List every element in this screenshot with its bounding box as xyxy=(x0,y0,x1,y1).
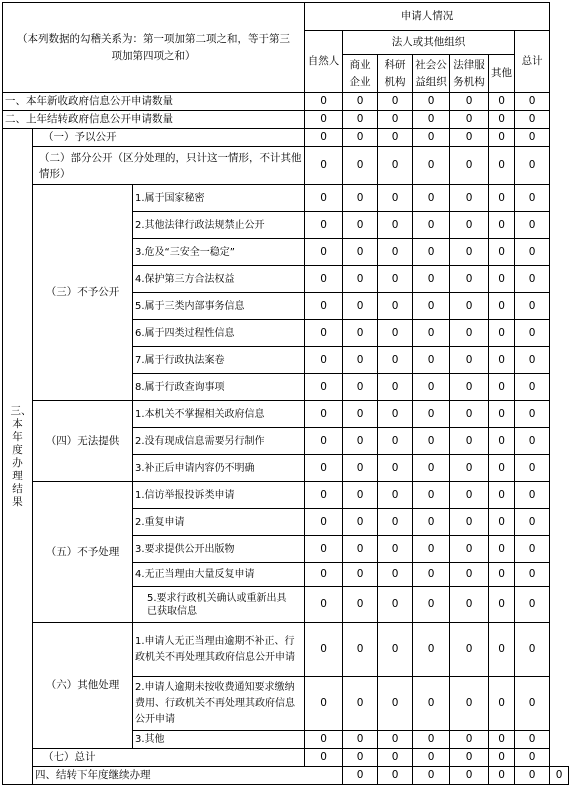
cell: 0 xyxy=(450,455,489,482)
cell: 0 xyxy=(450,563,489,587)
cell: 0 xyxy=(305,509,343,536)
table-row xyxy=(3,767,569,785)
cell: 0 xyxy=(413,93,450,111)
cell: 0 xyxy=(413,347,450,374)
header-applicant-situation: 申请人情况 xyxy=(305,3,550,31)
cell: 0 xyxy=(343,293,378,320)
cell: 0 xyxy=(378,111,413,129)
cell: 0 xyxy=(450,767,489,785)
cell: 0 xyxy=(515,320,550,347)
cell: 0 xyxy=(413,428,450,455)
row-desc: 8.属于行政查询事项 xyxy=(133,374,305,401)
cell: 0 xyxy=(413,482,450,509)
cell: 0 xyxy=(343,320,378,347)
row-desc: 5.要求行政机关确认或重新出具已获取信息 xyxy=(133,587,305,623)
cell: 0 xyxy=(378,749,413,767)
row-label-refuse: （三）不予公开 xyxy=(33,185,133,401)
cell: 0 xyxy=(305,374,343,401)
cell: 0 xyxy=(515,239,550,266)
cell: 0 xyxy=(489,266,515,293)
table-row xyxy=(3,623,569,677)
cell: 0 xyxy=(515,428,550,455)
table-row xyxy=(3,749,569,767)
cell: 0 xyxy=(413,239,450,266)
cell: 0 xyxy=(450,129,489,147)
cell: 0 xyxy=(413,185,450,212)
cell: 0 xyxy=(450,374,489,401)
cell: 0 xyxy=(305,455,343,482)
cell: 0 xyxy=(305,623,343,677)
cell: 0 xyxy=(413,374,450,401)
cell: 0 xyxy=(489,129,515,147)
cell: 0 xyxy=(489,212,515,239)
cell: 0 xyxy=(343,111,378,129)
cell: 0 xyxy=(515,293,550,320)
cell: 0 xyxy=(378,239,413,266)
cell: 0 xyxy=(515,212,550,239)
cell: 0 xyxy=(450,293,489,320)
cell: 0 xyxy=(515,111,550,129)
cell: 0 xyxy=(515,482,550,509)
cell: 0 xyxy=(515,129,550,147)
cell: 0 xyxy=(413,749,450,767)
cell: 0 xyxy=(305,428,343,455)
cell: 0 xyxy=(450,401,489,428)
cell: 0 xyxy=(305,320,343,347)
cell: 0 xyxy=(489,563,515,587)
cell: 0 xyxy=(305,347,343,374)
cell: 0 xyxy=(515,266,550,293)
row-label-carried-requests: 二、上年结转政府信息公开申请数量 xyxy=(3,111,305,129)
cell: 0 xyxy=(489,320,515,347)
cell: 0 xyxy=(450,623,489,677)
cell: 0 xyxy=(378,374,413,401)
cell: 0 xyxy=(343,147,378,185)
cell: 0 xyxy=(378,677,413,731)
cell: 0 xyxy=(378,587,413,623)
cell: 0 xyxy=(378,293,413,320)
cell: 0 xyxy=(515,563,550,587)
cell: 0 xyxy=(515,509,550,536)
cell: 0 xyxy=(343,455,378,482)
cell: 0 xyxy=(305,111,343,129)
cell: 0 xyxy=(378,767,413,785)
cell: 0 xyxy=(450,266,489,293)
table-row xyxy=(3,129,569,147)
cell: 0 xyxy=(378,623,413,677)
cell: 0 xyxy=(450,239,489,266)
cell: 0 xyxy=(378,93,413,111)
cell: 0 xyxy=(378,212,413,239)
row-desc: 5.属于三类内部事务信息 xyxy=(133,293,305,320)
row-label-other-process: （六）其他处理 xyxy=(33,623,133,749)
table-row xyxy=(3,482,569,509)
cell: 0 xyxy=(305,401,343,428)
cell: 0 xyxy=(413,111,450,129)
cell: 0 xyxy=(343,482,378,509)
cell: 0 xyxy=(413,623,450,677)
cell: 0 xyxy=(343,587,378,623)
cell: 0 xyxy=(450,212,489,239)
header-natural-person: 自然人 xyxy=(305,31,343,93)
cell: 0 xyxy=(450,536,489,563)
cell: 0 xyxy=(343,185,378,212)
cell: 0 xyxy=(305,677,343,731)
cell: 0 xyxy=(413,509,450,536)
cell: 0 xyxy=(413,767,450,785)
cell: 0 xyxy=(343,536,378,563)
cell: 0 xyxy=(378,347,413,374)
table-row xyxy=(3,93,569,111)
cell: 0 xyxy=(489,455,515,482)
cell: 0 xyxy=(343,374,378,401)
cell: 0 xyxy=(450,587,489,623)
cell: 0 xyxy=(515,455,550,482)
cell: 0 xyxy=(413,320,450,347)
cell: 0 xyxy=(343,563,378,587)
cell: 0 xyxy=(550,767,569,785)
cell: 0 xyxy=(489,239,515,266)
header-social: 社会公益组织 xyxy=(413,55,450,93)
table-row xyxy=(3,147,569,185)
cell: 0 xyxy=(413,677,450,731)
cell: 0 xyxy=(378,320,413,347)
cell: 0 xyxy=(489,93,515,111)
row-desc: 7.属于行政执法案卷 xyxy=(133,347,305,374)
table-row xyxy=(3,185,569,212)
cell: 0 xyxy=(305,147,343,185)
cell: 0 xyxy=(378,731,413,749)
cell: 0 xyxy=(305,536,343,563)
row-label-partial: （二）部分公开（区分处理的，只计这一情形，不计其他情形） xyxy=(33,147,305,185)
cell: 0 xyxy=(378,536,413,563)
header-research: 科研机构 xyxy=(378,55,413,93)
cell: 0 xyxy=(413,401,450,428)
cell: 0 xyxy=(413,147,450,185)
cell: 0 xyxy=(343,212,378,239)
row-label-grant: （一）予以公开 xyxy=(33,129,305,147)
cell: 0 xyxy=(450,185,489,212)
cell: 0 xyxy=(515,347,550,374)
cell: 0 xyxy=(413,129,450,147)
cell: 0 xyxy=(489,767,515,785)
cell: 0 xyxy=(378,266,413,293)
cell: 0 xyxy=(378,147,413,185)
cell: 0 xyxy=(343,347,378,374)
cell: 0 xyxy=(489,185,515,212)
cell: 0 xyxy=(413,563,450,587)
cell: 0 xyxy=(413,293,450,320)
cell: 0 xyxy=(515,677,550,731)
header-business: 商业企业 xyxy=(343,55,378,93)
cell: 0 xyxy=(413,212,450,239)
cell: 0 xyxy=(489,111,515,129)
row-desc: 6.属于四类过程性信息 xyxy=(133,320,305,347)
row-label-carry-forward: 四、结转下年度继续办理 xyxy=(33,767,343,785)
cell: 0 xyxy=(343,266,378,293)
cell: 0 xyxy=(343,93,378,111)
cell: 0 xyxy=(305,293,343,320)
cell: 0 xyxy=(450,147,489,185)
cell: 0 xyxy=(378,482,413,509)
cell: 0 xyxy=(378,428,413,455)
cell: 0 xyxy=(489,347,515,374)
cell: 0 xyxy=(305,563,343,587)
cell: 0 xyxy=(305,212,343,239)
row-desc: 3.补正后申请内容仍不明确 xyxy=(133,455,305,482)
cell: 0 xyxy=(489,147,515,185)
cell: 0 xyxy=(343,509,378,536)
cell: 0 xyxy=(450,347,489,374)
cell: 0 xyxy=(450,749,489,767)
cell: 0 xyxy=(343,767,378,785)
cell: 0 xyxy=(413,731,450,749)
cell: 0 xyxy=(305,749,343,767)
header-total: 总计 xyxy=(515,31,550,93)
cell: 0 xyxy=(489,293,515,320)
cell: 0 xyxy=(305,482,343,509)
cell: 0 xyxy=(343,623,378,677)
cell: 0 xyxy=(450,509,489,536)
cell: 0 xyxy=(343,749,378,767)
row-label-results: 三、本年度办理结果 xyxy=(3,129,33,785)
cell: 0 xyxy=(450,428,489,455)
cell: 0 xyxy=(343,239,378,266)
cell: 0 xyxy=(343,129,378,147)
cell: 0 xyxy=(489,509,515,536)
cell: 0 xyxy=(515,185,550,212)
row-desc: 3.要求提供公开出版物 xyxy=(133,536,305,563)
cell: 0 xyxy=(515,536,550,563)
cell: 0 xyxy=(305,587,343,623)
cell: 0 xyxy=(343,731,378,749)
cell: 0 xyxy=(305,266,343,293)
cell: 0 xyxy=(515,93,550,111)
cell: 0 xyxy=(489,623,515,677)
row-desc: 3.其他 xyxy=(133,731,305,749)
cell: 0 xyxy=(515,587,550,623)
row-desc: 4.无正当理由大量反复申请 xyxy=(133,563,305,587)
cell: 0 xyxy=(378,129,413,147)
gov-info-disclosure-table xyxy=(2,2,569,785)
cell: 0 xyxy=(378,455,413,482)
cell: 0 xyxy=(413,587,450,623)
cell: 0 xyxy=(515,147,550,185)
row-label-unable: （四）无法提供 xyxy=(33,401,133,482)
cell: 0 xyxy=(305,185,343,212)
cell: 0 xyxy=(305,731,343,749)
cell: 0 xyxy=(413,536,450,563)
cell: 0 xyxy=(450,731,489,749)
cell: 0 xyxy=(378,401,413,428)
cell: 0 xyxy=(450,93,489,111)
header-legal-org: 法人或其他组织 xyxy=(343,31,515,55)
row-desc: 2.其他法律行政法规禁止公开 xyxy=(133,212,305,239)
cell: 0 xyxy=(515,749,550,767)
row-desc: 2.申请人逾期未按收费通知要求缴纳费用、行政机关不再处理其政府信息公开申请 xyxy=(133,677,305,731)
cell: 0 xyxy=(450,677,489,731)
cell: 0 xyxy=(489,482,515,509)
row-desc: 2.没有现成信息需要另行制作 xyxy=(133,428,305,455)
row-label-total: （七）总计 xyxy=(33,749,305,767)
cell: 0 xyxy=(378,185,413,212)
cell: 0 xyxy=(343,428,378,455)
row-desc: 2.重复申请 xyxy=(133,509,305,536)
cell: 0 xyxy=(413,266,450,293)
cell: 0 xyxy=(343,401,378,428)
cell: 0 xyxy=(305,93,343,111)
header-legal-service: 法律服务机构 xyxy=(450,55,489,93)
cell: 0 xyxy=(489,677,515,731)
cell: 0 xyxy=(515,374,550,401)
cell: 0 xyxy=(515,731,550,749)
cell: 0 xyxy=(413,455,450,482)
cell: 0 xyxy=(489,374,515,401)
cell: 0 xyxy=(489,731,515,749)
cell: 0 xyxy=(450,111,489,129)
table-row xyxy=(3,401,569,428)
row-desc: 3.危及“三安全一稳定” xyxy=(133,239,305,266)
cell: 0 xyxy=(515,623,550,677)
cell: 0 xyxy=(515,767,550,785)
row-desc: 1.属于国家秘密 xyxy=(133,185,305,212)
row-desc: 1.本机关不掌握相关政府信息 xyxy=(133,401,305,428)
header-other: 其他 xyxy=(489,55,515,93)
row-desc: 1.申请人无正当理由逾期不补正、行政机关不再处理其政府信息公开申请 xyxy=(133,623,305,677)
header-note: （本列数据的勾稽关系为：第一项加第二项之和，等于第三项加第四项之和） xyxy=(3,3,305,93)
cell: 0 xyxy=(489,401,515,428)
row-label-new-requests: 一、本年新收政府信息公开申请数量 xyxy=(3,93,305,111)
cell: 0 xyxy=(489,536,515,563)
cell: 0 xyxy=(305,239,343,266)
cell: 0 xyxy=(489,428,515,455)
cell: 0 xyxy=(343,677,378,731)
cell: 0 xyxy=(489,749,515,767)
cell: 0 xyxy=(515,401,550,428)
row-desc: 4.保护第三方合法权益 xyxy=(133,266,305,293)
table-row xyxy=(3,111,569,129)
cell: 0 xyxy=(305,129,343,147)
cell: 0 xyxy=(378,509,413,536)
cell: 0 xyxy=(489,587,515,623)
row-label-not-process: （五）不予处理 xyxy=(33,482,133,623)
cell: 0 xyxy=(450,482,489,509)
cell: 0 xyxy=(378,563,413,587)
row-desc: 1.信访举报投诉类申请 xyxy=(133,482,305,509)
cell: 0 xyxy=(450,320,489,347)
